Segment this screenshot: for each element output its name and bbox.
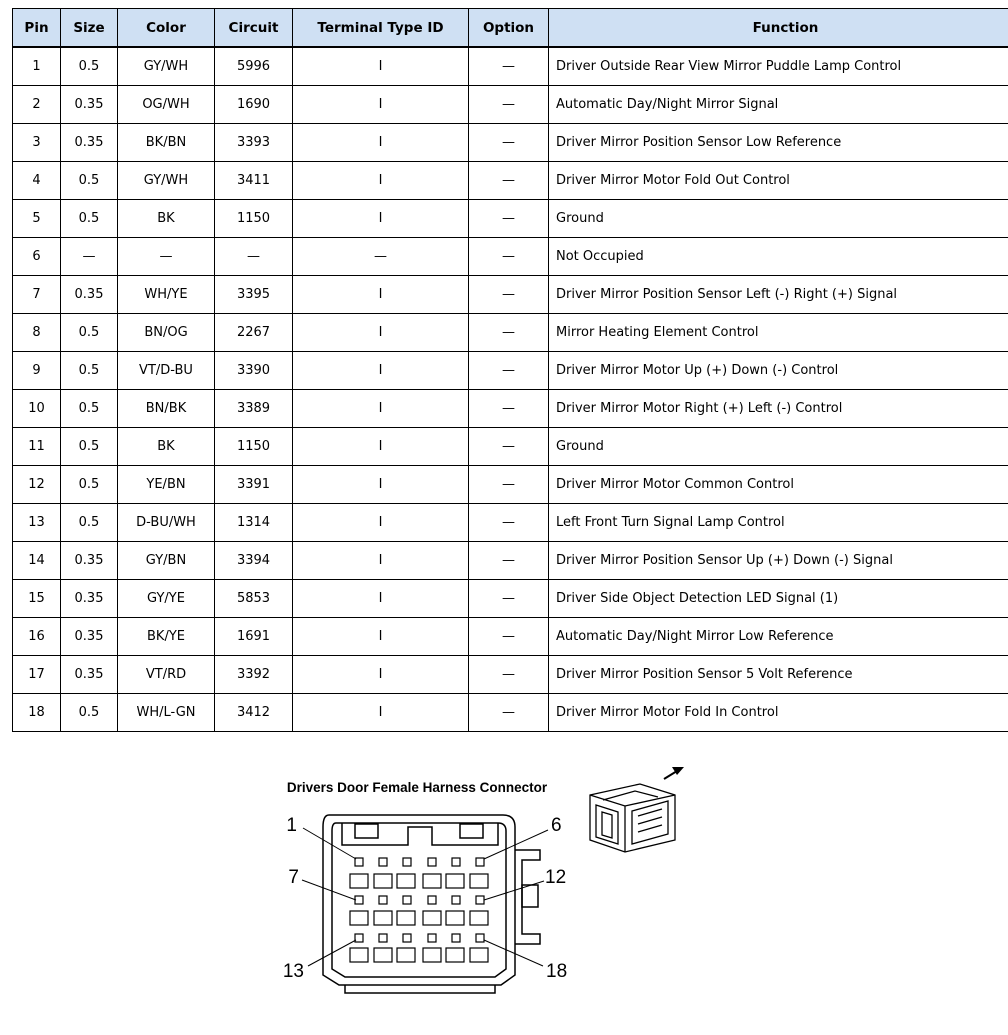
- cell-terminal-type-id: I: [293, 276, 469, 314]
- cell-size: 0.35: [61, 542, 118, 580]
- cell-function: Driver Mirror Motor Fold In Control: [549, 694, 1008, 732]
- cell-pin: 2: [13, 86, 61, 124]
- pin-cavity-14: [379, 934, 387, 942]
- callout-pin-6: 6: [551, 815, 562, 836]
- cell-color: WH/L-GN: [118, 694, 215, 732]
- cell-option: —: [469, 580, 549, 618]
- table-row: [13, 314, 1008, 352]
- cell-pin: 16: [13, 618, 61, 656]
- callout-pin-13: 13: [282, 961, 304, 982]
- terminal-slot-6: [470, 874, 488, 888]
- cell-color: —: [118, 238, 215, 276]
- cell-circuit: 3394: [215, 542, 293, 580]
- pin-cavity-5: [452, 858, 460, 866]
- table-row: [13, 238, 1008, 276]
- cell-function: Driver Mirror Motor Common Control: [549, 466, 1008, 504]
- connector-outer-shell: [323, 815, 515, 985]
- cell-pin: 10: [13, 390, 61, 428]
- cell-pin: 7: [13, 276, 61, 314]
- cell-pin: 14: [13, 542, 61, 580]
- insertion-arrow-icon: [664, 767, 684, 779]
- cell-circuit: 1691: [215, 618, 293, 656]
- cell-terminal-type-id: I: [293, 390, 469, 428]
- cell-size: 0.5: [61, 428, 118, 466]
- cell-pin: 6: [13, 238, 61, 276]
- cell-color: BK: [118, 428, 215, 466]
- callout-pin-7: 7: [288, 867, 299, 888]
- cell-color: BK: [118, 200, 215, 238]
- cell-option: —: [469, 124, 549, 162]
- table-row: [13, 200, 1008, 238]
- pin-cavity-6: [476, 858, 484, 866]
- terminal-slot-10: [423, 911, 441, 925]
- cell-option: —: [469, 656, 549, 694]
- connector-body: [323, 815, 540, 993]
- cell-terminal-type-id: I: [293, 542, 469, 580]
- table-row: [13, 694, 1008, 732]
- table-row: [13, 352, 1008, 390]
- terminal-slot-8: [374, 911, 392, 925]
- cell-pin: 18: [13, 694, 61, 732]
- table-row: [13, 618, 1008, 656]
- cell-option: —: [469, 542, 549, 580]
- cell-terminal-type-id: I: [293, 352, 469, 390]
- cell-terminal-type-id: I: [293, 162, 469, 200]
- cell-pin: 5: [13, 200, 61, 238]
- cell-circuit: 3393: [215, 124, 293, 162]
- cell-circuit: 1150: [215, 428, 293, 466]
- pinout-table: [12, 8, 1008, 732]
- cell-circuit: 5853: [215, 580, 293, 618]
- table-row: [13, 124, 1008, 162]
- table-row: [13, 47, 1008, 86]
- callout-labels: [283, 815, 567, 982]
- table-row: [13, 542, 1008, 580]
- pin-cavity-10: [428, 896, 436, 904]
- pin-cavity-3: [403, 858, 411, 866]
- cell-size: 0.35: [61, 86, 118, 124]
- cell-option: —: [469, 276, 549, 314]
- cell-circuit: 3392: [215, 656, 293, 694]
- terminal-slot-9: [397, 911, 415, 925]
- cell-size: 0.5: [61, 314, 118, 352]
- cell-circuit: 5996: [215, 47, 293, 86]
- pin-cavity-9: [403, 896, 411, 904]
- cell-color: GY/YE: [118, 580, 215, 618]
- cell-circuit: 3411: [215, 162, 293, 200]
- cell-function: Driver Side Object Detection LED Signal (1): [549, 580, 1008, 618]
- cell-size: 0.35: [61, 276, 118, 314]
- cell-color: GY/WH: [118, 47, 215, 86]
- connector-top-window-left: [355, 824, 378, 838]
- connector-inner-shell: [332, 823, 506, 977]
- pin-cavity-4: [428, 858, 436, 866]
- cell-option: —: [469, 47, 549, 86]
- pin-cavity-12: [476, 896, 484, 904]
- terminal-slot-2: [374, 874, 392, 888]
- connector-bottom-rail: [345, 985, 495, 993]
- cell-function: Driver Mirror Position Sensor Low Reference: [549, 124, 1008, 162]
- cell-option: —: [469, 162, 549, 200]
- header-pin: Pin: [13, 9, 61, 48]
- cell-option: —: [469, 504, 549, 542]
- cell-color: BK/BN: [118, 124, 215, 162]
- connector-top-window-right: [460, 824, 483, 838]
- cell-pin: 3: [13, 124, 61, 162]
- table-row: [13, 428, 1008, 466]
- terminal-slot-17: [446, 948, 464, 962]
- pin-cavity-2: [379, 858, 387, 866]
- table-row: [13, 656, 1008, 694]
- cell-color: VT/RD: [118, 656, 215, 694]
- cell-size: 0.5: [61, 390, 118, 428]
- cell-option: —: [469, 314, 549, 352]
- cell-function: Ground: [549, 428, 1008, 466]
- header-color: Color: [118, 9, 215, 48]
- cell-size: —: [61, 238, 118, 276]
- cell-option: —: [469, 618, 549, 656]
- cell-function: Not Occupied: [549, 238, 1008, 276]
- connector-latch-window: [522, 885, 538, 907]
- cell-color: BK/YE: [118, 618, 215, 656]
- cell-function: Driver Mirror Motor Up (+) Down (-) Control: [549, 352, 1008, 390]
- cell-size: 0.35: [61, 124, 118, 162]
- cell-color: D-BU/WH: [118, 504, 215, 542]
- cell-function: Driver Mirror Position Sensor Left (-) Right (+) Signal: [549, 276, 1008, 314]
- cell-pin: 15: [13, 580, 61, 618]
- table-row: [13, 466, 1008, 504]
- cell-option: —: [469, 352, 549, 390]
- pin-cavity-13: [355, 934, 363, 942]
- header-function: Function: [549, 9, 1008, 48]
- cell-circuit: 2267: [215, 314, 293, 352]
- connector-latch: [515, 850, 540, 944]
- cell-size: 0.35: [61, 656, 118, 694]
- terminal-slot-5: [446, 874, 464, 888]
- callout-pin-1: 1: [286, 815, 297, 836]
- pin-cavity-18: [476, 934, 484, 942]
- terminal-slot-13: [350, 948, 368, 962]
- connector-thumbnail-icon: [590, 784, 675, 852]
- cell-size: 0.5: [61, 352, 118, 390]
- terminal-slot-14: [374, 948, 392, 962]
- header-terminal-type-id: Terminal Type ID: [293, 9, 469, 48]
- cell-color: YE/BN: [118, 466, 215, 504]
- cell-terminal-type-id: I: [293, 656, 469, 694]
- cell-color: OG/WH: [118, 86, 215, 124]
- cell-function: Driver Mirror Motor Fold Out Control: [549, 162, 1008, 200]
- terminal-slot-15: [397, 948, 415, 962]
- cell-terminal-type-id: I: [293, 694, 469, 732]
- cell-function: Driver Mirror Position Sensor Up (+) Down (-) Signal: [549, 542, 1008, 580]
- header-circuit: Circuit: [215, 9, 293, 48]
- leader-pin-1: [303, 828, 356, 859]
- cell-size: 0.35: [61, 580, 118, 618]
- callout-leaders: [302, 828, 548, 966]
- cell-function: Automatic Day/Night Mirror Low Reference: [549, 618, 1008, 656]
- cell-color: GY/WH: [118, 162, 215, 200]
- cell-function: Driver Outside Rear View Mirror Puddle Lamp Control: [549, 47, 1008, 86]
- cell-pin: 1: [13, 47, 61, 86]
- cell-function: Driver Mirror Position Sensor 5 Volt Reference: [549, 656, 1008, 694]
- terminal-slot-16: [423, 948, 441, 962]
- terminal-slot-11: [446, 911, 464, 925]
- pin-cavity-16: [428, 934, 436, 942]
- pin-cavity-8: [379, 896, 387, 904]
- cell-circuit: 3412: [215, 694, 293, 732]
- cell-terminal-type-id: —: [293, 238, 469, 276]
- table-body: [13, 47, 1008, 732]
- pin-cavity-7: [355, 896, 363, 904]
- cell-terminal-type-id: I: [293, 504, 469, 542]
- cell-pin: 8: [13, 314, 61, 352]
- cell-terminal-type-id: I: [293, 580, 469, 618]
- cell-circuit: 3389: [215, 390, 293, 428]
- cell-color: WH/YE: [118, 276, 215, 314]
- cell-color: BN/BK: [118, 390, 215, 428]
- leader-pin-12: [484, 881, 544, 900]
- table-row: [13, 86, 1008, 124]
- cell-circuit: 3391: [215, 466, 293, 504]
- terminal-slot-18: [470, 948, 488, 962]
- header-option: Option: [469, 9, 549, 48]
- cell-terminal-type-id: I: [293, 200, 469, 238]
- pin-cavity-11: [452, 896, 460, 904]
- cell-function: Automatic Day/Night Mirror Signal: [549, 86, 1008, 124]
- leader-pin-7: [302, 880, 356, 900]
- callout-pin-18: 18: [546, 961, 568, 982]
- cell-option: —: [469, 466, 549, 504]
- cell-pin: 12: [13, 466, 61, 504]
- callout-pin-12: 12: [545, 867, 567, 888]
- cell-size: 0.5: [61, 200, 118, 238]
- cell-function: Ground: [549, 200, 1008, 238]
- leader-pin-13: [308, 940, 356, 966]
- cell-pin: 11: [13, 428, 61, 466]
- cell-terminal-type-id: I: [293, 466, 469, 504]
- table-row: [13, 580, 1008, 618]
- cell-option: —: [469, 200, 549, 238]
- terminal-slot-12: [470, 911, 488, 925]
- cell-terminal-type-id: I: [293, 314, 469, 352]
- cell-option: —: [469, 694, 549, 732]
- cell-terminal-type-id: I: [293, 47, 469, 86]
- cell-circuit: 1314: [215, 504, 293, 542]
- cell-pin: 13: [13, 504, 61, 542]
- cell-option: —: [469, 428, 549, 466]
- cell-circuit: —: [215, 238, 293, 276]
- pin-cavity-15: [403, 934, 411, 942]
- cell-terminal-type-id: I: [293, 124, 469, 162]
- diagram-title: Drivers Door Female Harness Connector: [286, 780, 548, 795]
- cell-color: BN/OG: [118, 314, 215, 352]
- pin-cavity-17: [452, 934, 460, 942]
- terminal-slot-4: [423, 874, 441, 888]
- cell-function: Driver Mirror Motor Right (+) Left (-) Control: [549, 390, 1008, 428]
- cell-circuit: 1150: [215, 200, 293, 238]
- table-row: [13, 162, 1008, 200]
- cell-circuit: 3390: [215, 352, 293, 390]
- cell-option: —: [469, 390, 549, 428]
- header-size: Size: [61, 9, 118, 48]
- cell-option: —: [469, 86, 549, 124]
- leader-pin-18: [484, 940, 543, 966]
- cell-color: VT/D-BU: [118, 352, 215, 390]
- cell-circuit: 3395: [215, 276, 293, 314]
- table-row: [13, 504, 1008, 542]
- cell-option: —: [469, 238, 549, 276]
- cell-size: 0.5: [61, 504, 118, 542]
- cell-function: Mirror Heating Element Control: [549, 314, 1008, 352]
- cell-pin: 17: [13, 656, 61, 694]
- cell-pin: 9: [13, 352, 61, 390]
- terminal-slot-3: [397, 874, 415, 888]
- terminal-slot-1: [350, 874, 368, 888]
- cell-terminal-type-id: I: [293, 618, 469, 656]
- connector-key-slot: [342, 823, 498, 845]
- cell-color: GY/BN: [118, 542, 215, 580]
- cell-terminal-type-id: I: [293, 86, 469, 124]
- cell-size: 0.5: [61, 47, 118, 86]
- cell-pin: 4: [13, 162, 61, 200]
- cell-circuit: 1690: [215, 86, 293, 124]
- table-header-row: [13, 9, 1008, 48]
- pin-cavity-1: [355, 858, 363, 866]
- leader-pin-6: [484, 830, 548, 859]
- pin-grid: [350, 858, 488, 962]
- table-row: [13, 390, 1008, 428]
- table-row: [13, 276, 1008, 314]
- cell-size: 0.5: [61, 466, 118, 504]
- cell-function: Left Front Turn Signal Lamp Control: [549, 504, 1008, 542]
- cell-size: 0.5: [61, 162, 118, 200]
- terminal-slot-7: [350, 911, 368, 925]
- cell-terminal-type-id: I: [293, 428, 469, 466]
- cell-size: 0.5: [61, 694, 118, 732]
- cell-size: 0.35: [61, 618, 118, 656]
